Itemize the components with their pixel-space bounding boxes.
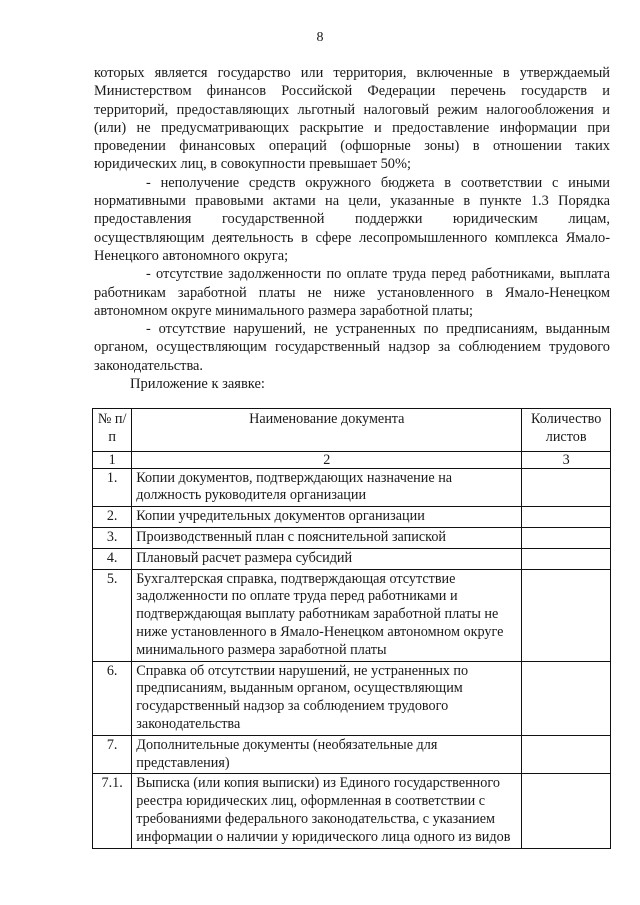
row-sheet-count [522,468,611,507]
paragraph-violations: - отсутствие нарушений, не устраненных по предписаниям, выданным органом, осуществляющим государственный надзор за соблюдением трудового законодательства. [94,321,610,374]
table-row [93,569,611,661]
row-num: 6. [93,661,132,735]
table-row [93,507,611,528]
row-document-name: Выписка (или копия выписки) из Единого государственного реестра юридических лиц, оформленная в соответствии с требованиями федерального законодательства, с указанием информации о наличии у юридического лица одного из видов [132,774,522,848]
table-row [93,774,611,848]
header-name: Наименование документа [132,409,522,452]
index-cell: 2 [132,451,522,468]
row-document-name: Копии документов, подтверждающих назначение на должность руководителя организации [132,468,522,507]
table-row [93,735,611,774]
row-document-name: Плановый расчет размера субсидий [132,548,522,569]
row-sheet-count [522,735,611,774]
row-document-name: Бухгалтерская справка, подтверждающая отсутствие задолженности по оплате труда перед работниками и подтверждающая выплату работникам заработной платы не ниже установленного в Ямало-Ненецком автономном округе минимального размера заработной платы [132,569,522,661]
table-row [93,661,611,735]
row-num: 4. [93,548,132,569]
row-num: 2. [93,507,132,528]
index-cell: 3 [522,451,611,468]
column-index-row [93,451,611,468]
row-num: 1. [93,468,132,507]
appendix-table [92,408,611,849]
row-sheet-count [522,774,611,848]
paragraph-budget-funds: - неполучение средств окружного бюджета в соответствии с иными нормативными правовыми актами на цели, указанные в пункте 1.3 Порядка предоставления государственной поддержки юридическим лицам, осуществляющим деятельность в сфере лесопромышленного комплекса Ямало-Ненецкого автономного округа; [94,174,610,264]
paragraph-offshore: которых является государство или территория, включенные в утверждаемый Министерством финансов Российской Федерации перечень государств и территорий, предоставляющих льготный налоговый режим налогообложения и (или) не предусматривающих раскрытие и предоставление информации при проведении финансовых операций (офшорные зоны) в отношении таких юридических лиц, в совокупности превышает 50%; [94,65,610,173]
row-document-name: Дополнительные документы (необязательные для представления) [132,735,522,774]
body-text [94,64,610,375]
row-sheet-count [522,548,611,569]
table-header-row [93,409,611,452]
table-row [93,527,611,548]
row-num: 7.1. [93,774,132,848]
page-number: 8 [316,30,324,45]
row-sheet-count [522,569,611,661]
header-num: № п/п [93,409,132,452]
row-num: 5. [93,569,132,661]
row-document-name: Справка об отсутствии нарушений, не устраненных по предписаниям, выданным органом, осуществляющим государственный надзор за соблюдением трудового законодательства [132,661,522,735]
appendix-title: Приложение к заявке: [130,376,265,392]
row-document-name: Производственный план с пояснительной запиской [132,527,522,548]
row-num: 7. [93,735,132,774]
row-sheet-count [522,527,611,548]
header-qty: Количество листов [522,409,611,452]
row-sheet-count [522,507,611,528]
row-document-name: Копии учредительных документов организации [132,507,522,528]
row-num: 3. [93,527,132,548]
table-row [93,468,611,507]
paragraph-wage-arrears: - отсутствие задолженности по оплате труда перед работниками, выплата работникам заработной платы не ниже установленного в Ямало-Ненецком автономном округе минимального размера заработной платы; [94,266,610,319]
index-cell: 1 [93,451,132,468]
row-sheet-count [522,661,611,735]
table-row [93,548,611,569]
